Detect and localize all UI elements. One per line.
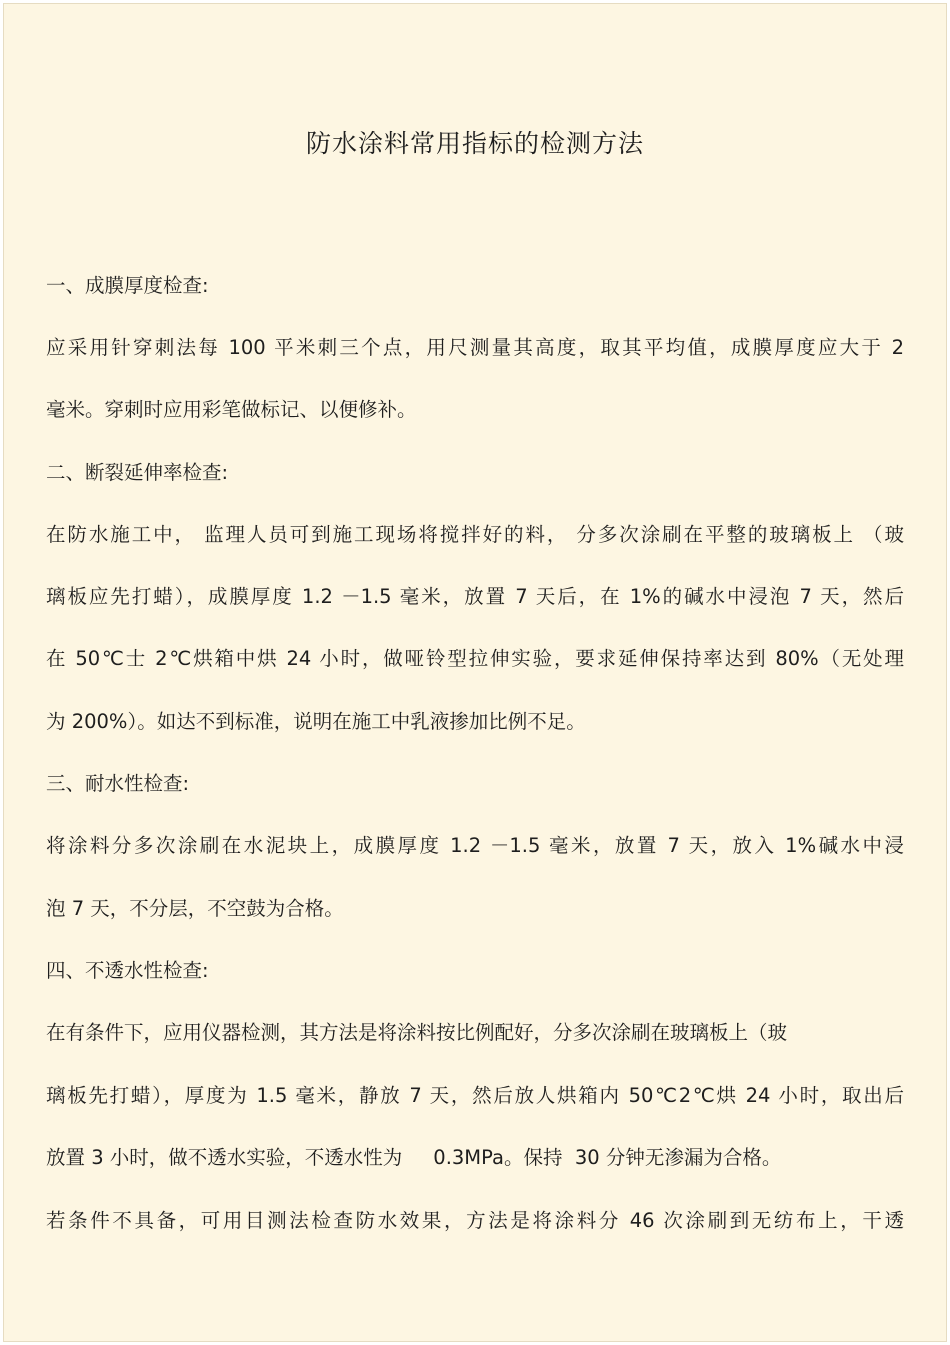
- paragraph-line: 为 200%）。如达不到标准，说明在施工中乳液掺加比例不足。: [46, 710, 586, 733]
- paragraph-line: 在 50℃士 2℃烘箱中烘 24 小时，做哑铃型拉伸实验，要求延伸保持率达到 80%（无处理: [46, 647, 904, 670]
- section-heading-elongation: 二、断裂延伸率检查:: [46, 461, 229, 484]
- section-heading-film-thickness: 一、成膜厚度检查:: [46, 274, 209, 297]
- paragraph-line: 在有条件下，应用仪器检测，其方法是将涂料按比例配好，分多次涂刷在玻璃板上（玻: [46, 1021, 788, 1044]
- paragraph-line: 泡 7 天，不分层，不空鼓为合格。: [46, 897, 344, 920]
- paragraph-line: 放置 3 小时，做不透水实验，不透水性为 0.3MPa。保持 30 分钟无渗漏为合格。: [46, 1146, 782, 1169]
- paragraph-line: 若条件不具备，可用目测法检查防水效果，方法是将涂料分 46 次涂刷到无纺布上，干透: [46, 1209, 904, 1232]
- paragraph-line: 璃板应先打蜡），成膜厚度 1.2 －1.5 毫米，放置 7 天后，在 1%的碱水中浸泡 7 天，然后: [46, 585, 904, 608]
- page-title: 防水涂料常用指标的检测方法: [305, 129, 644, 158]
- document-page: [3, 3, 947, 1342]
- paragraph-line: 应采用针穿刺法每 100 平米刺三个点，用尺测量其高度，取其平均值，成膜厚度应大于 2: [46, 336, 904, 359]
- paragraph-line: 毫米。穿刺时应用彩笔做标记、以便修补。: [46, 398, 417, 421]
- section-heading-water-resistance: 三、耐水性检查:: [46, 772, 190, 795]
- paragraph-line: 将涂料分多次涂刷在水泥块上，成膜厚度 1.2 －1.5 毫米，放置 7 天，放入 1%碱水中浸: [46, 834, 904, 857]
- paragraph-line: 璃板先打蜡），厚度为 1.5 毫米，静放 7 天，然后放人烘箱内 50℃2℃烘 24 小时，取出后: [46, 1084, 904, 1107]
- paragraph-line: 在防水施工中， 监理人员可到施工现场将搅拌好的料， 分多次涂刷在平整的玻璃板上 （玻: [46, 523, 904, 546]
- section-heading-impermeability: 四、不透水性检查:: [46, 959, 209, 982]
